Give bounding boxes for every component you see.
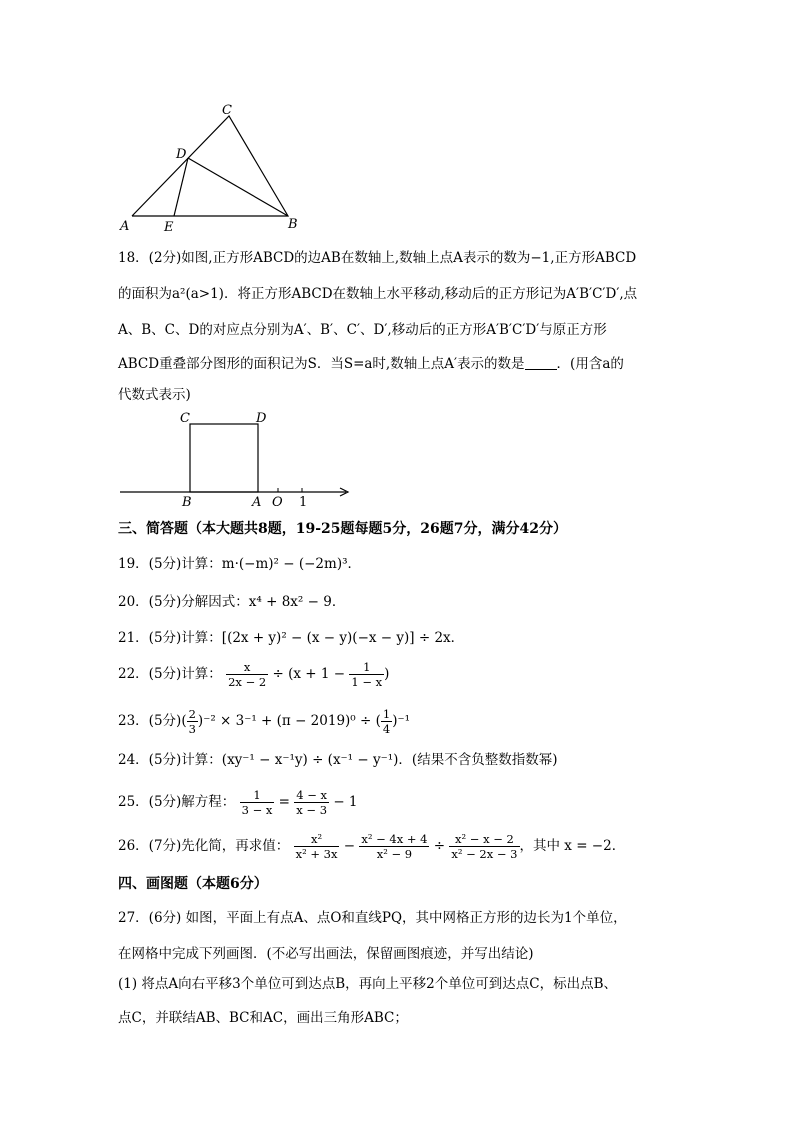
q18-line4-tail: ．(用含a的	[556, 356, 624, 372]
section-heading-4: 四、画图题（本题6分）	[118, 876, 268, 892]
q22-frac1	[226, 660, 268, 689]
q25-prefix: 25．(5分)解方程：	[118, 794, 236, 810]
label-c: C	[222, 103, 232, 118]
q25-num1: 1	[240, 788, 275, 803]
label-a: A	[252, 495, 262, 508]
label-b: B	[288, 217, 298, 232]
q23-num1: 2	[188, 707, 196, 721]
q26-num1: x²	[294, 832, 340, 847]
q22-mid: ÷ (x + 1 −	[272, 666, 346, 682]
q22-num2: 1	[349, 660, 384, 675]
q22-end: )	[384, 666, 390, 682]
section-heading-3: 三、简答题（本大题共8题，19-25题每题5分，26题7分，满分42分）	[118, 521, 567, 537]
q26-den2: x² − 9	[376, 847, 413, 861]
q20: 20．(5分)分解因式：x⁴ + 8x² − 9．	[118, 594, 346, 610]
q23-prefix: 23．(5分)	[118, 713, 182, 729]
q25-num2: 4 − x	[296, 788, 328, 802]
q23-mid: )⁻² × 3⁻¹ + (π − 2019)⁰ ÷ (	[197, 713, 381, 729]
label-d: D	[256, 411, 267, 426]
q18-line1: 18．(2分)如图,正方形ABCD的边AB在数轴上,数轴上点A表示的数为−1,正方形ABCD	[118, 250, 637, 266]
q18-line4-text: ABCD重叠部分图形的面积记为S．当S=a时,数轴上点A′表示的数是	[118, 356, 525, 372]
q18-line2: 的面积为a²(a>1)．将正方形ABCD在数轴上水平移动,移动后的正方形记为A′B′C′D′,点	[118, 286, 638, 302]
q25-den1: 3 − x	[241, 803, 273, 817]
q18-line5: 代数式表示)	[118, 387, 191, 403]
q22-frac2	[349, 660, 384, 689]
q23-frac2	[381, 707, 392, 736]
q23-den2: 4	[382, 722, 391, 736]
q21: 21．(5分)计算：[(2x + y)² − (x − y)(−x − y)] ÷ 2x．	[118, 630, 465, 646]
q27-line3: (1) 将点A向右平移3个单位可到达点B，再向上平移2个单位可到达点C，标出点B、	[118, 976, 618, 992]
q18-line3: A、B、C、D的对应点分别为A′、B′、C′、D′,移动后的正方形A′B′C′D′与原正方形	[118, 322, 607, 338]
q23-num2: 1	[382, 707, 391, 721]
q26-den1: x² + 3x	[295, 847, 338, 861]
q25	[118, 788, 358, 817]
label-b: B	[182, 495, 192, 508]
q22-den2: 1 − x	[351, 675, 383, 689]
q26-frac3	[449, 832, 519, 861]
q26-num2: x² − 4x + 4	[361, 832, 428, 846]
q23-lp: (	[181, 713, 187, 729]
q27-line1: 27．(6分) 如图，平面上有点A、点O和直线PQ，其中网格正方形的边长为1个单位，	[118, 910, 627, 926]
q22-den1: 2x − 2	[228, 675, 267, 689]
q26-num3: x² − x − 2	[449, 832, 519, 847]
answer-blank[interactable]	[525, 355, 557, 370]
q24: 24．(5分)计算：(xy⁻¹ − x⁻¹y) ÷ (x⁻¹ − y⁻¹)．(结果不含负整数指数幂)	[118, 752, 558, 768]
q26-frac1	[294, 832, 340, 861]
q26	[118, 832, 625, 861]
q26-den3: x² − 2x − 3	[451, 847, 518, 861]
q22-num1: x	[226, 660, 268, 675]
q22-prefix: 22．(5分)计算：	[118, 666, 222, 682]
q23-end: )⁻¹	[392, 713, 411, 729]
q25-den2: x − 3	[296, 803, 328, 817]
q22	[118, 660, 389, 689]
q25-frac1	[240, 788, 275, 817]
q27-line4: 点C，并联结AB、BC和AC，画出三角形ABC；	[118, 1010, 408, 1026]
q25-frac2	[294, 788, 329, 817]
q18-line4	[118, 354, 624, 374]
label-one: 1	[299, 495, 308, 508]
q25-eq: =	[278, 794, 290, 810]
q26-prefix: 26．(7分)先化简，再求值：	[118, 838, 290, 854]
label-e: E	[164, 220, 174, 235]
label-c: C	[180, 411, 190, 426]
q19: 19．(5分)计算：m·(−m)² − (−2m)³．	[118, 556, 361, 572]
q25-end: − 1	[333, 794, 358, 810]
square-numberline-figure	[112, 404, 362, 508]
q26-op2: ÷	[433, 838, 446, 854]
label-d: D	[176, 147, 187, 162]
q27-line2: 在网格中完成下列画图．(不必写出画法，保留画图痕迹，并写出结论)	[118, 946, 534, 962]
q26-end: ，其中 x = −2．	[519, 838, 626, 854]
label-a: A	[120, 219, 130, 234]
q23-frac1	[187, 707, 198, 736]
triangle-figure	[112, 98, 312, 238]
q26-op1: −	[343, 838, 356, 854]
q23-den1: 3	[188, 722, 196, 736]
q26-frac2	[359, 832, 429, 861]
label-o: O	[272, 495, 283, 508]
q23	[118, 707, 410, 736]
